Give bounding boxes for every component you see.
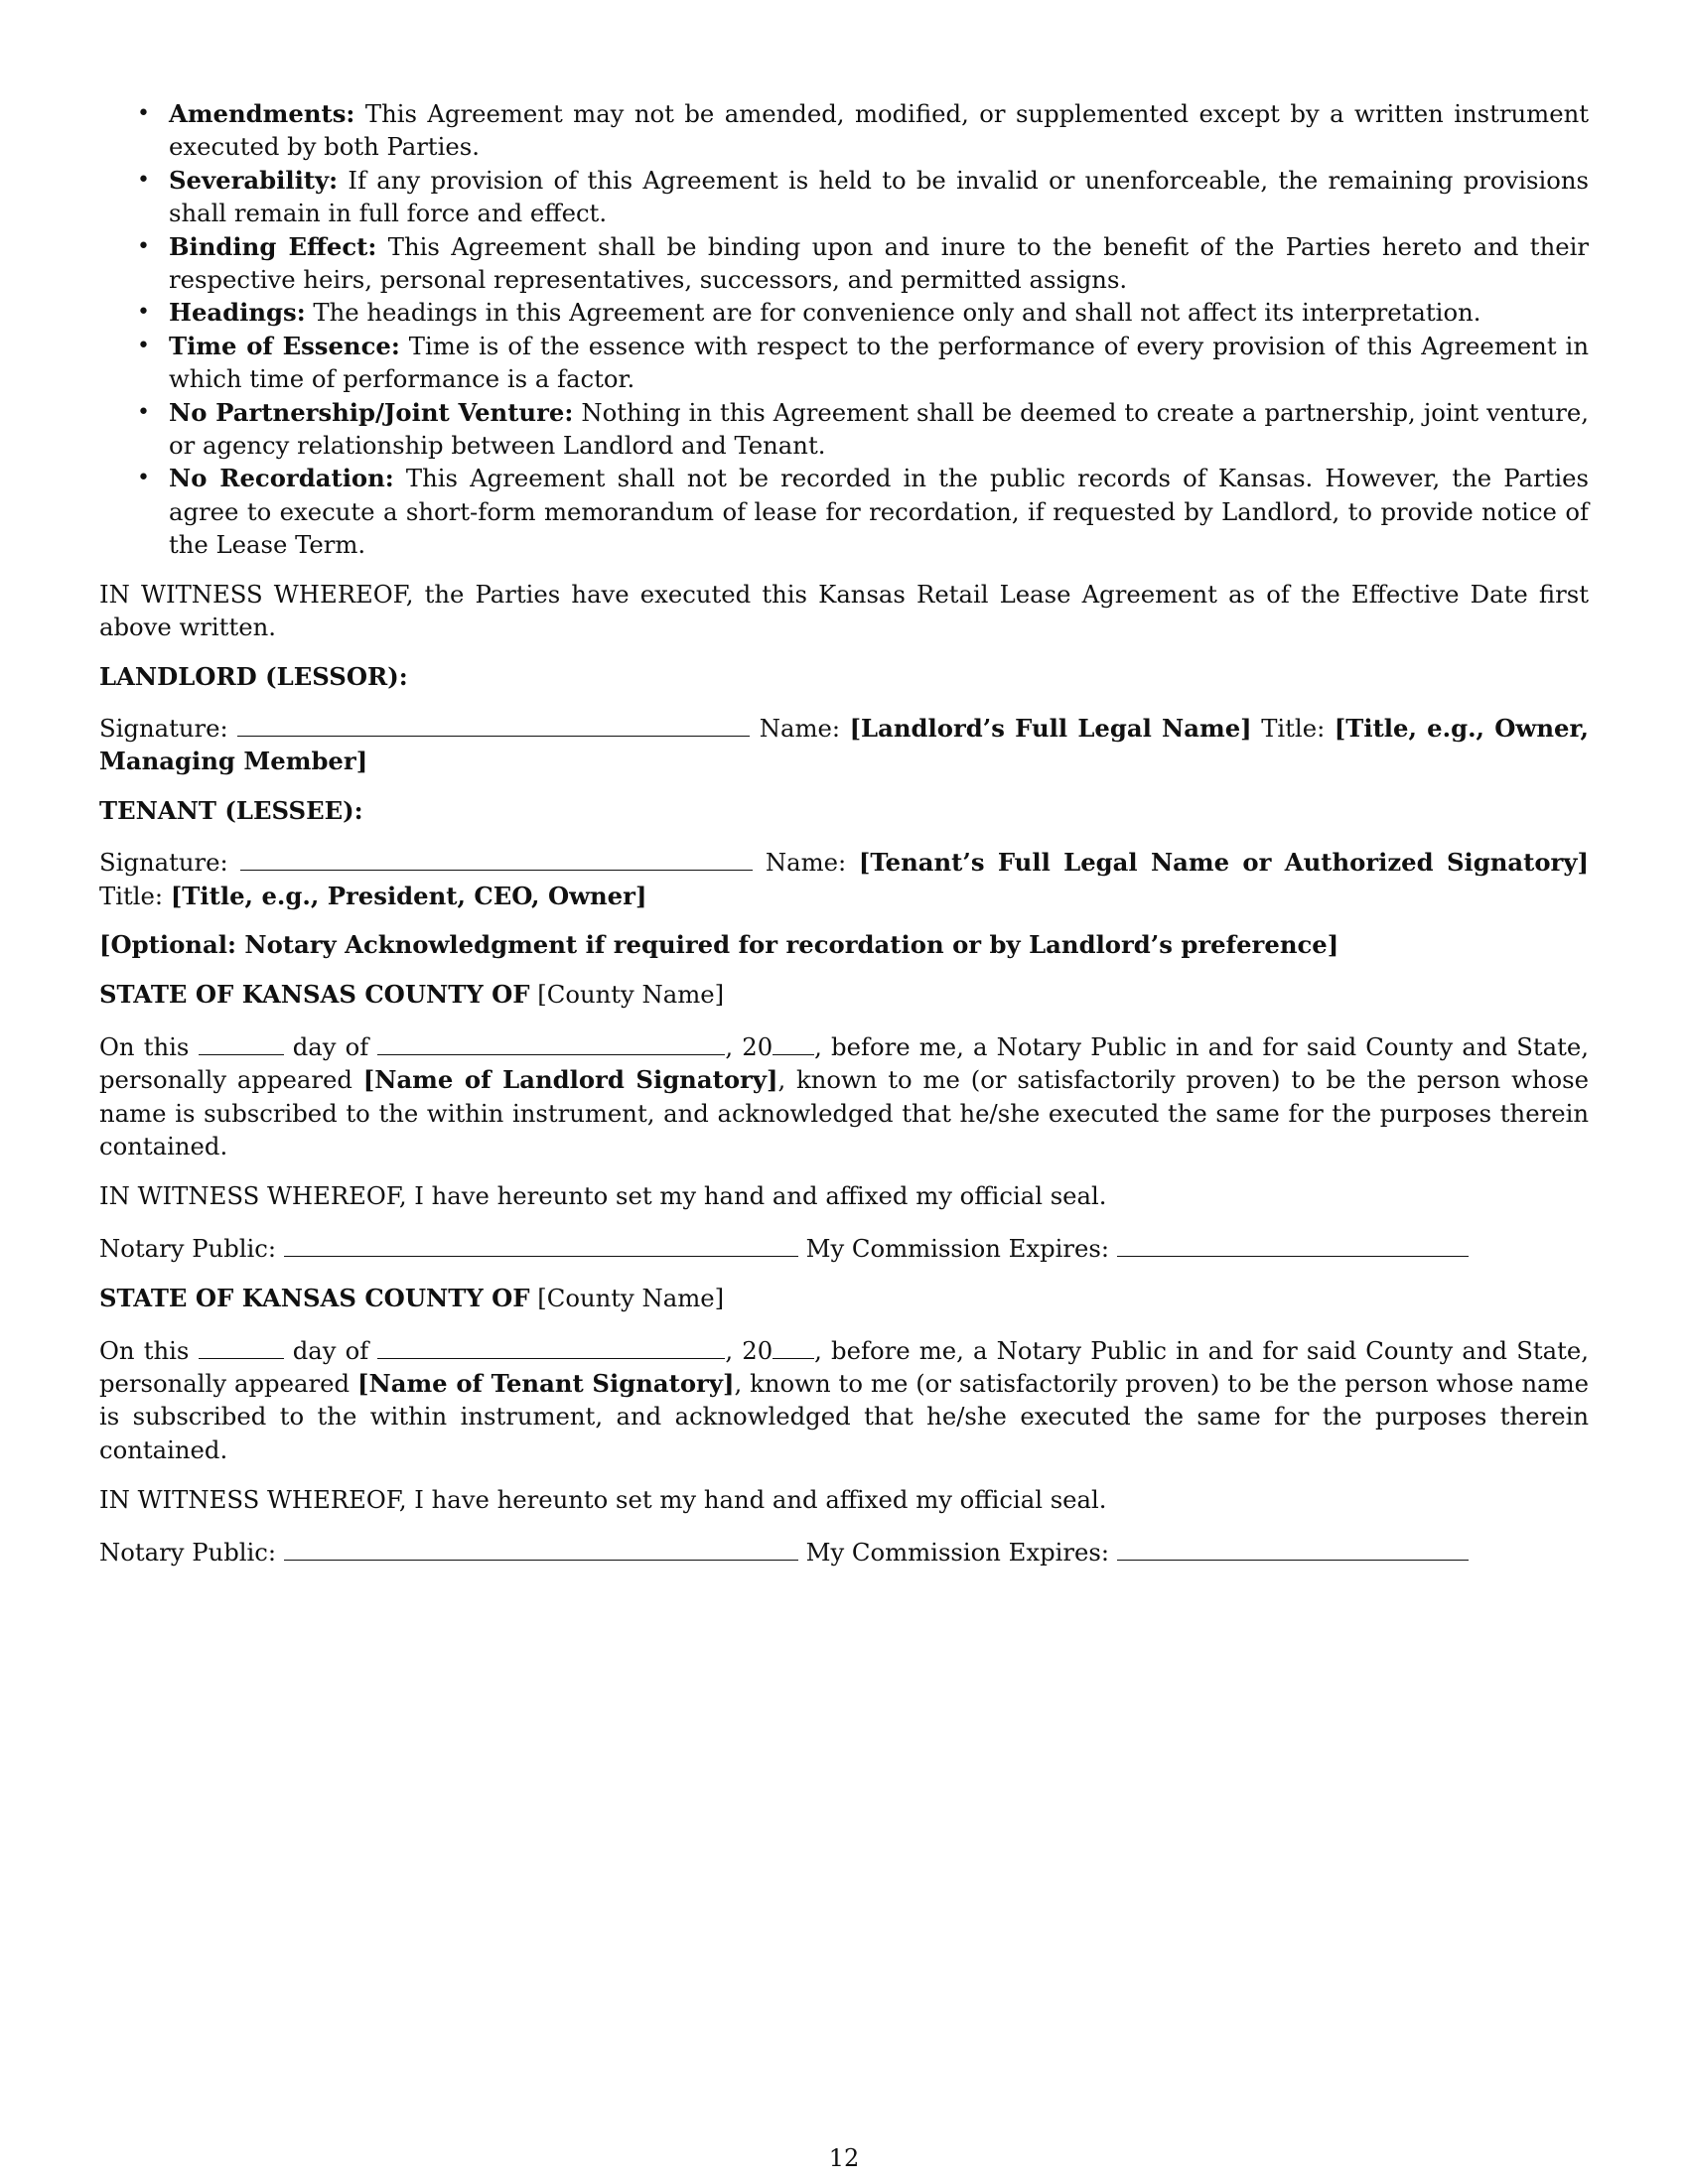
provision-text: This Agreement may not be amended, modified, or supplemented except by a written instrument executed by both Parties.	[169, 99, 1589, 162]
list-item	[99, 396, 1589, 463]
expires-blank[interactable]	[1117, 1230, 1469, 1257]
provision-term: Binding Effect:	[169, 231, 377, 261]
provisions-list	[99, 97, 1589, 562]
ack-text: On this	[99, 1335, 190, 1365]
list-item	[99, 164, 1589, 230]
provision-term: Amendments:	[169, 99, 355, 128]
ack-body	[99, 1332, 1589, 1467]
ack-text: , known to me (or satisfactorily proven) to be the person whose name is subscribed to the within instrument, and acknowledged that he/she executed the same for the purposes therein contained.	[99, 1065, 1589, 1160]
provision-term: No Recordation:	[169, 464, 394, 493]
list-item	[99, 97, 1589, 164]
month-blank[interactable]	[377, 1332, 725, 1359]
notary-signature-blank[interactable]	[284, 1230, 798, 1257]
tenant-name-placeholder: [Tenant’s Full Legal Name or Authorized Signatory]	[858, 848, 1589, 878]
tenant-heading: TENANT (LESSEE):	[99, 795, 363, 825]
county-placeholder: [County Name]	[537, 1284, 725, 1313]
month-blank[interactable]	[377, 1028, 725, 1055]
day-blank[interactable]	[199, 1028, 284, 1055]
provision-text: Time is of the essence with respect to the performance of every provision of this Agreement in which time of performance is a factor.	[169, 331, 1589, 394]
state-county-label: STATE OF KANSAS COUNTY OF	[99, 980, 530, 1010]
notary-line	[99, 1230, 1589, 1265]
ack-text: , before me, a Notary Public in and for said County and State, personally appeared	[99, 1031, 1590, 1095]
ack-text: , known to me (or satisfactorily proven) to be the person whose name is subscribed to the within instrument, and acknowledged that he/she executed the same for the purposes therein contained.	[99, 1369, 1589, 1464]
notary-line	[99, 1534, 1589, 1569]
signatory-placeholder: [Name of Tenant Signatory]	[357, 1369, 735, 1398]
landlord-title-placeholder: [Title, e.g., Owner, Managing Member]	[99, 713, 1589, 776]
ack-body	[99, 1028, 1589, 1163]
page-number: 12	[828, 2144, 860, 2172]
landlord-name-placeholder: [Landlord’s Full Legal Name]	[849, 713, 1252, 743]
ack-text: , before me, a Notary Public in and for said County and State, personally appeared	[99, 1335, 1590, 1398]
title-label: Title:	[99, 881, 164, 910]
provision-text: If any provision of this Agreement is held to be invalid or unenforceable, the remaining provisions shall remain in full force and effect.	[169, 165, 1589, 228]
notary-optional-heading: [Optional: Notary Acknowledgment if required for recordation or by Landlord’s preference]	[99, 929, 1339, 959]
signature-label: Signature:	[99, 848, 228, 878]
tenant-title-placeholder: [Title, e.g., President, CEO, Owner]	[170, 881, 647, 910]
provision-text: The headings in this Agreement are for convenience only and shall not affect its interpretation.	[313, 298, 1481, 328]
expires-blank[interactable]	[1117, 1534, 1469, 1561]
list-item	[99, 330, 1589, 396]
provision-text: This Agreement shall not be recorded in the public records of Kansas. However, the Parties agree to execute a short-form memorandum of lease for recordation, if requested by Landlord, to provide notice of the Lease Term.	[169, 464, 1589, 560]
ack-text: day of	[292, 1335, 369, 1365]
signatory-placeholder: [Name of Landlord Signatory]	[362, 1065, 778, 1095]
ack-text: On this	[99, 1031, 190, 1061]
signature-label: Signature:	[99, 713, 228, 743]
ack-state-county	[99, 978, 1589, 1011]
state-county-label: STATE OF KANSAS COUNTY OF	[99, 1284, 530, 1313]
title-label: Title:	[1261, 713, 1326, 743]
ack-state-county	[99, 1282, 1589, 1314]
landlord-signature-block	[99, 710, 1589, 778]
expires-label: My Commission Expires:	[805, 1233, 1110, 1263]
notary-label: Notary Public:	[99, 1233, 277, 1263]
landlord-signature-line[interactable]	[237, 710, 750, 737]
name-label: Name:	[759, 713, 841, 743]
witness-clause: IN WITNESS WHEREOF, the Parties have executed this Kansas Retail Lease Agreement as of the Effective Date first above written.	[99, 579, 1589, 642]
document-page	[99, 97, 1589, 1569]
ack-text: , 20	[725, 1335, 774, 1365]
provision-text: This Agreement shall be binding upon and inure to the benefit of the Parties hereto and their respective heirs, personal representatives, successors, and permitted assigns.	[169, 231, 1589, 295]
ack-witness: IN WITNESS WHEREOF, I have hereunto set my hand and affixed my official seal.	[99, 1181, 1107, 1211]
landlord-heading: LANDLORD (LESSOR):	[99, 661, 408, 691]
name-label: Name:	[765, 848, 847, 878]
year-blank[interactable]	[773, 1028, 814, 1055]
year-blank[interactable]	[773, 1332, 814, 1359]
provision-term: Severability:	[169, 165, 339, 195]
notary-signature-blank[interactable]	[284, 1534, 798, 1561]
notary-label: Notary Public:	[99, 1537, 277, 1567]
tenant-signature-line[interactable]	[240, 844, 753, 871]
provision-term: No Partnership/Joint Venture:	[169, 397, 574, 427]
provision-term: Headings:	[169, 298, 306, 328]
ack-text: day of	[292, 1031, 369, 1061]
list-item	[99, 462, 1589, 561]
tenant-signature-block	[99, 844, 1589, 912]
provision-text: Nothing in this Agreement shall be deemed to create a partnership, joint venture, or agency relationship between Landlord and Tenant.	[169, 397, 1589, 461]
list-item	[99, 230, 1589, 297]
list-item	[99, 296, 1589, 329]
ack-text: , 20	[725, 1031, 774, 1061]
day-blank[interactable]	[199, 1332, 284, 1359]
ack-witness: IN WITNESS WHEREOF, I have hereunto set my hand and affixed my official seal.	[99, 1485, 1107, 1515]
county-placeholder: [County Name]	[537, 980, 725, 1010]
expires-label: My Commission Expires:	[805, 1537, 1110, 1567]
provision-term: Time of Essence:	[169, 331, 400, 360]
